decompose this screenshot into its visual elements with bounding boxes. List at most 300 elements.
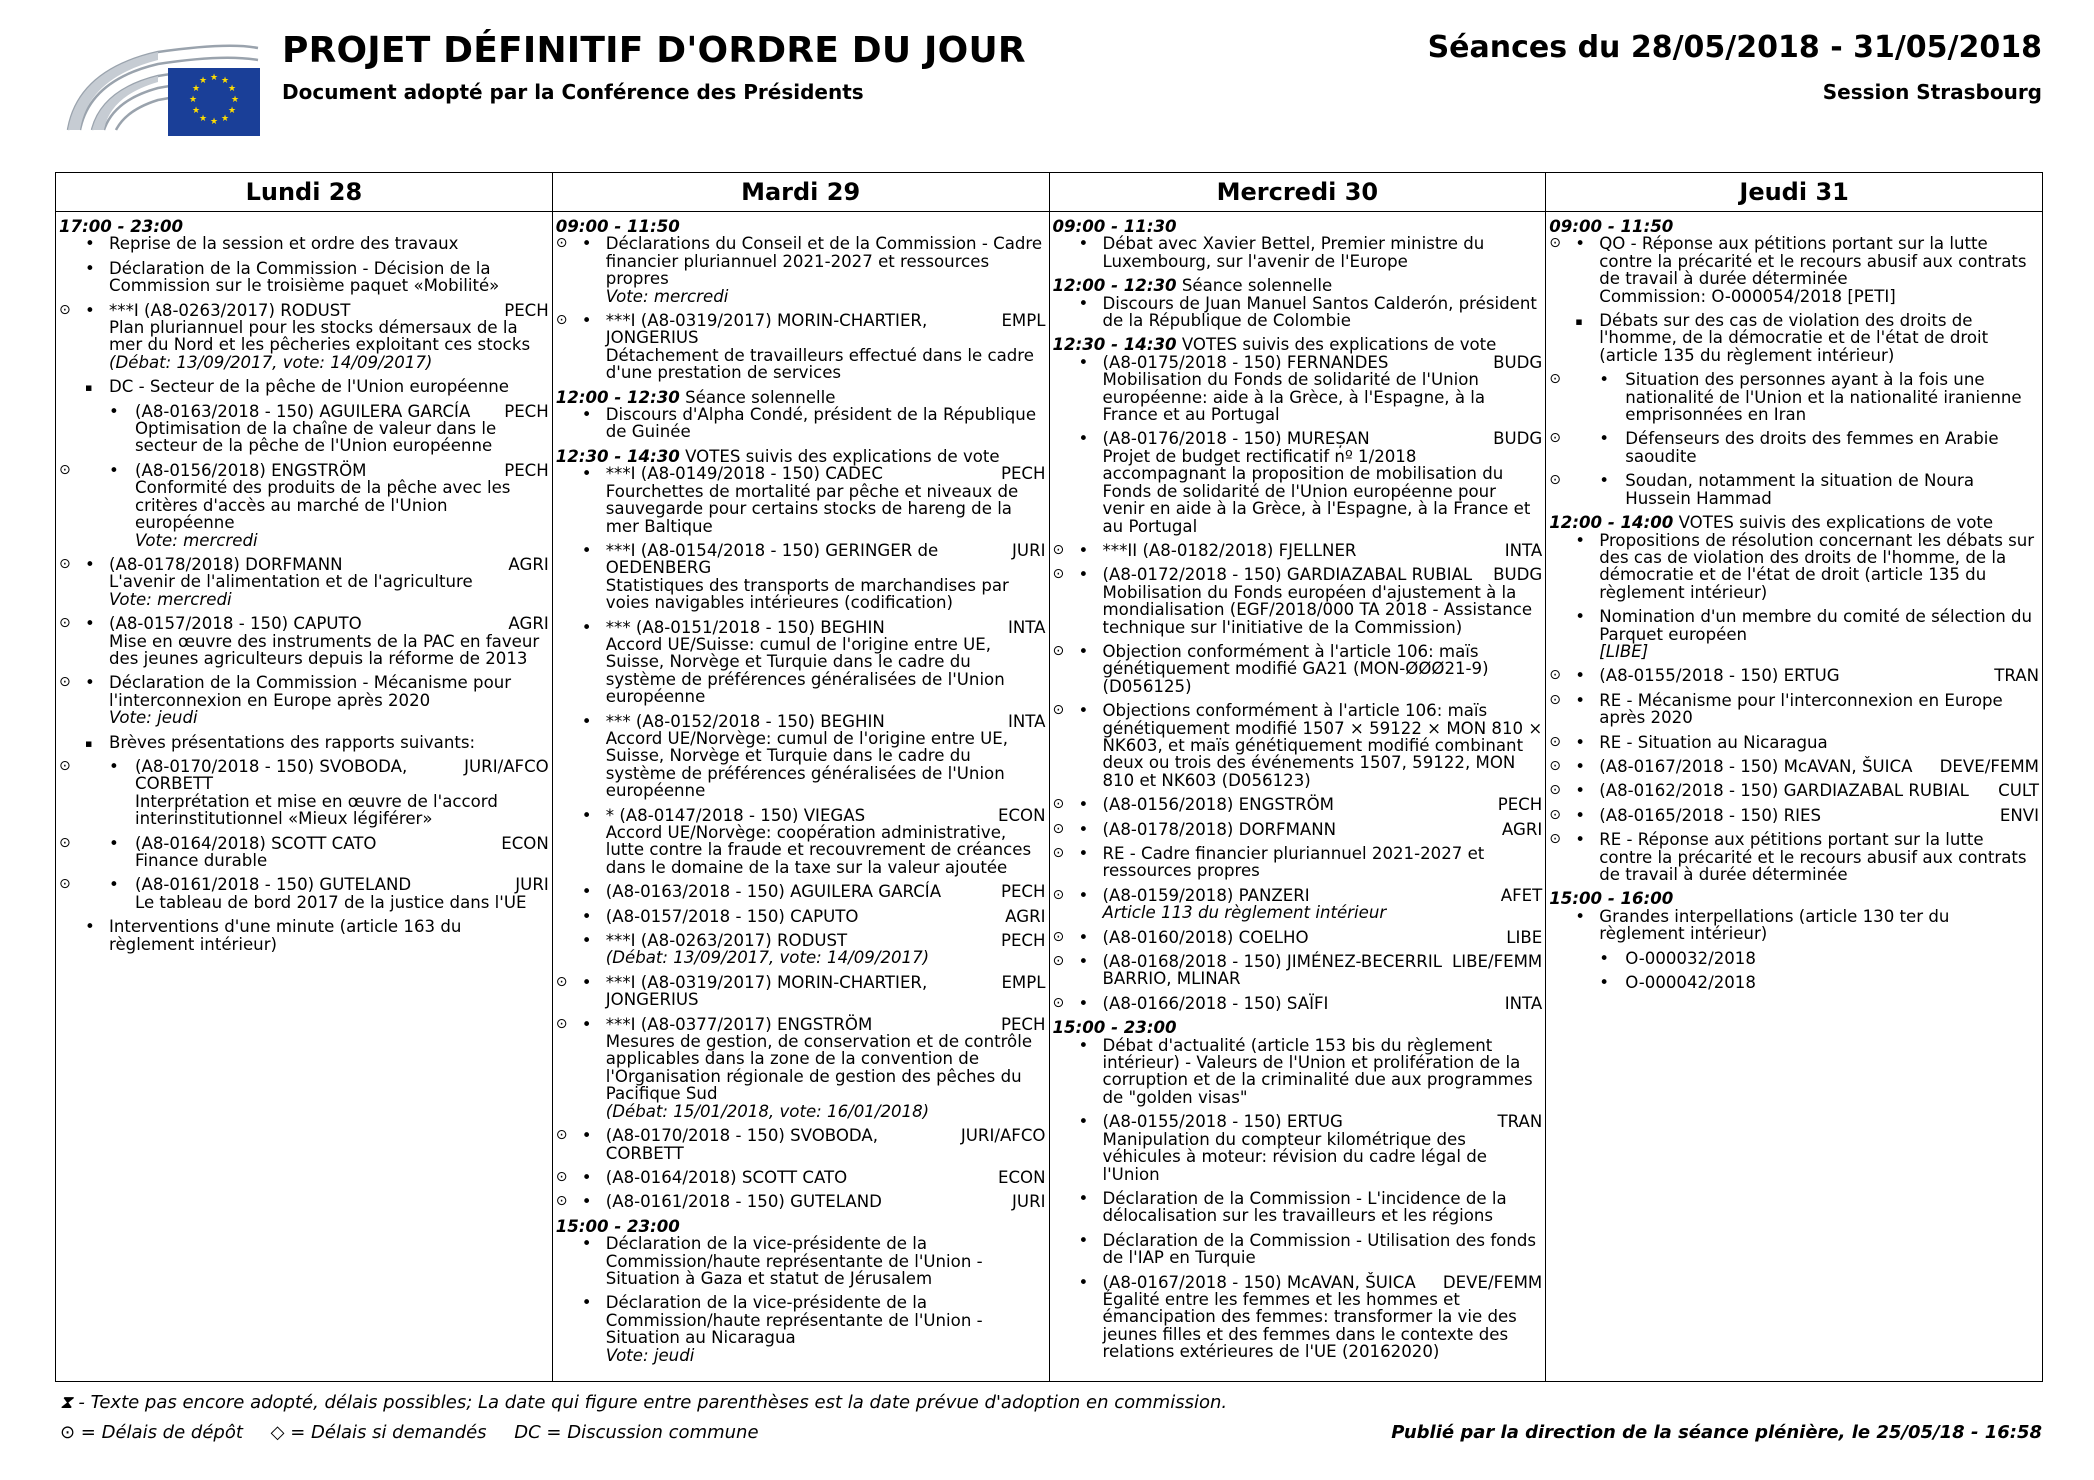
agenda-item[interactable] [1053, 796, 1543, 813]
bullet-icon: • [581, 931, 592, 951]
item-title-row [606, 312, 1046, 347]
bullet-icon: • [1078, 641, 1089, 661]
item-title-row [135, 835, 549, 852]
time-range: 09:00 - 11:30 [1052, 217, 1177, 236]
bullet-icon: • [1575, 530, 1586, 550]
bullet-icon: • [581, 234, 592, 254]
committee-code: INTA [1504, 540, 1543, 560]
deadline-icon: ⊙ [1052, 994, 1065, 1011]
agenda-item[interactable] [556, 1294, 1046, 1364]
time-slot [556, 448, 1046, 465]
item-description: Fourchettes de mortalité par pêche et niveaux de sauvegarde pour certains stocks de hareng de la mer Baltique [605, 481, 1019, 536]
agenda-item[interactable] [556, 713, 1046, 800]
agenda-item[interactable] [556, 406, 1046, 441]
item-title-row [606, 406, 1046, 441]
item-description: Plan pluriannuel pour les stocks démersaux de la mer du Nord et les pêcheries exploitant ces stocks [109, 318, 531, 355]
bullet-icon: • [1599, 429, 1610, 449]
committee-code: EMPL [1001, 972, 1046, 992]
time-range: 12:00 - 12:30 [1052, 276, 1177, 296]
bullet-icon: • [1575, 690, 1586, 710]
item-note: Vote: mercredi [605, 286, 729, 306]
item-title: ***I (A8-0263/2017) RODUST [605, 931, 848, 951]
item-title: Propositions de résolution concernant les débats sur des cas de violation des droits de l'homme, de la démocratie et de l'état de droit (article 135 du règlement intérieur) [1599, 530, 2035, 602]
agenda-item[interactable] [1549, 235, 2039, 305]
bullet-icon: • [581, 464, 592, 484]
item-description: Accord UE/Norvège: cumul de l'origine entre UE, Suisse, Norvège et Turquie dans le cadre du système de préférences généralisées de l'Union européenne [605, 728, 1008, 801]
agenda-item[interactable] [556, 807, 1046, 877]
committee-code: ENVI [1999, 805, 2039, 825]
agenda-item[interactable] [1053, 643, 1543, 695]
item-title-row [1625, 371, 2039, 423]
bullet-icon: • [1078, 1272, 1089, 1292]
agenda-item[interactable] [59, 556, 549, 608]
item-description: Statistiques des transports de marchandises par voies navigables intérieures (codification) [605, 575, 1009, 613]
agenda-item[interactable] [1053, 1232, 1543, 1267]
bullet-icon: • [581, 1234, 592, 1254]
item-title: (A8-0155/2018 - 150) ERTUG [1102, 1112, 1343, 1132]
item-title: (A8-0167/2018 - 150) McAVAN, ŠUICA [1599, 756, 1913, 776]
deadline-icon: ⊙ [1549, 757, 1561, 774]
deadline-icon: ⊙ [59, 834, 71, 851]
agenda-item[interactable] [1549, 667, 2039, 684]
bullet-icon: • [1599, 370, 1610, 390]
agenda-item[interactable] [59, 615, 549, 667]
committee-code: JURI [1012, 1192, 1046, 1212]
bullet-icon: • [85, 300, 95, 320]
bullet-icon: • [581, 1014, 592, 1034]
agenda-item[interactable] [556, 1169, 1046, 1186]
bullet-icon: • [85, 554, 95, 574]
agenda-item[interactable] [59, 734, 549, 751]
time-range: 12:30 - 14:30 [555, 446, 680, 466]
bullet-icon: • [581, 882, 592, 902]
agenda-item[interactable] [59, 918, 549, 953]
agenda-item[interactable] [59, 378, 549, 395]
item-description: Détachement de travailleurs effectué dans le cadre d'une prestation de services [605, 345, 1034, 383]
bullet-icon: • [1078, 819, 1089, 839]
time-slot [1053, 336, 1543, 353]
agenda-item[interactable] [556, 1016, 1046, 1120]
committee-code: DEVE/FEMM [1939, 756, 2039, 776]
svg-text:★: ★ [191, 84, 201, 94]
day-body [1546, 212, 2042, 998]
item-title-row [1103, 995, 1543, 1012]
item-title: (A8-0164/2018) SCOTT CATO [605, 1167, 848, 1187]
item-title-row [606, 1235, 1046, 1287]
item-title-row [1103, 1190, 1543, 1225]
item-title-row [1103, 235, 1543, 270]
item-title: Déclaration de la vice-présidente de la Commission/haute représentante de l'Union - Situation à Gaza et statut de Jérusalem [605, 1234, 983, 1288]
item-title: ***I (A8-0319/2017) MORIN-CHARTIER, JONGERIUS [605, 311, 928, 348]
bullet-icon: • [581, 1167, 592, 1187]
committee-code: AFET [1500, 885, 1543, 905]
agenda-item[interactable] [1053, 1190, 1543, 1225]
bullet-icon: • [1078, 565, 1089, 585]
item-title-row [1103, 796, 1543, 813]
agenda-item[interactable] [1549, 532, 2039, 602]
committee-code: AGRI [508, 614, 549, 634]
deadline-icon: ⊙ [1052, 642, 1065, 659]
bullet-icon: • [1575, 805, 1586, 825]
item-title-row [606, 1127, 1046, 1162]
deadline-icon: ⊙ [1052, 953, 1065, 970]
item-title: (A8-0176/2018 - 150) MUREȘAN [1102, 429, 1370, 449]
agenda-item[interactable] [556, 883, 1046, 900]
agenda-item[interactable] [1549, 831, 2039, 883]
footer-legend-pending: ⧗ - Texte pas encore adopté, délais possibles; La date qui figure entre parenthèses est la date prévue d'adoption en commission. [60, 1392, 1228, 1413]
deadline-icon: ⊙ [59, 555, 71, 572]
time-slot [556, 218, 1046, 235]
item-title-row [1599, 758, 2039, 775]
item-title: (A8-0161/2018 - 150) GUTELAND [605, 1192, 882, 1212]
item-description: Accord UE/Suisse: cumul de l'origine entre UE, Suisse, Norvège et Turquie dans le cadre du système de préférences généralisées de l'Union européenne [605, 634, 1005, 707]
item-title: (A8-0164/2018) SCOTT CATO [135, 833, 377, 853]
item-title: QO - Réponse aux pétitions portant sur la lutte contre la précarité et le recours abusif aux contrats de travail à durée déterminée [1599, 234, 2027, 289]
item-title-row [1625, 950, 2039, 967]
bullet-icon: • [1078, 927, 1089, 947]
item-title-row [1103, 821, 1543, 838]
item-title: Débat avec Xavier Bettel, Premier ministre du Luxembourg, sur l'avenir de l'Europe [1102, 234, 1485, 271]
agenda-item[interactable] [1053, 354, 1543, 424]
agenda-item[interactable] [1053, 1037, 1543, 1107]
agenda-item[interactable] [556, 1235, 1046, 1287]
bullet-icon: • [581, 972, 592, 992]
agenda-item[interactable] [1549, 371, 2039, 423]
agenda-item[interactable] [1549, 782, 2039, 799]
agenda-item[interactable] [556, 1127, 1046, 1162]
agenda-item[interactable] [1549, 758, 2039, 775]
item-title: Débat d'actualité (article 153 bis du règlement intérieur) - Valeurs de l'Union et prolifération de la corruption et de la criminalité due aux programmes de "golden visas" [1102, 1035, 1533, 1107]
agenda-item[interactable] [556, 542, 1046, 612]
item-note: (Débat: 13/09/2017, vote: 14/09/2017) [605, 948, 930, 968]
committee-code: AGRI [1005, 906, 1046, 926]
item-title-row [1103, 430, 1543, 447]
item-title-row [1103, 845, 1543, 880]
item-title-row [1103, 1037, 1543, 1107]
deadline-icon: ⊙ [555, 1168, 568, 1185]
committee-code: PECH [504, 460, 549, 480]
bullet-icon: • [581, 711, 592, 731]
committee-code: PECH [1000, 882, 1046, 902]
item-title-row [1599, 608, 2039, 643]
svg-text:★: ★ [220, 114, 230, 124]
committee-code: PECH [1497, 795, 1543, 815]
item-title-row [606, 807, 1046, 824]
bullet-icon: • [581, 1293, 592, 1313]
agenda-item[interactable] [556, 908, 1046, 925]
item-description: L'avenir de l'alimentation et de l'agriculture [109, 572, 473, 592]
bullet-icon: • [109, 875, 119, 895]
agenda-item[interactable] [59, 403, 549, 455]
deadline-icon: ⊙ [1052, 845, 1065, 861]
item-title-row [606, 619, 1046, 636]
agenda-item[interactable] [556, 974, 1046, 1009]
agenda-item[interactable] [556, 619, 1046, 706]
item-title-row [1625, 430, 2039, 465]
time-slot [1053, 1019, 1543, 1036]
time-range: 12:00 - 12:30 [555, 387, 680, 407]
item-title: ***I (A8-0319/2017) MORIN-CHARTIER, JONGERIUS [605, 972, 928, 1010]
item-title: (A8-0172/2018 - 150) GARDIAZABAL RUBIAL [1102, 565, 1473, 585]
time-slot [1549, 514, 2039, 531]
bullet-icon: • [1078, 1230, 1089, 1250]
agenda-item[interactable] [1053, 1113, 1543, 1183]
svg-text:★: ★ [198, 76, 208, 86]
item-title: RE - Mécanisme pour l'interconnexion en Europe après 2020 [1599, 690, 2003, 728]
item-title-row [109, 615, 549, 632]
committee-code: INTA [1007, 711, 1046, 731]
time-range: 15:00 - 16:00 [1549, 889, 1674, 909]
item-title: Objections conformément à l'article 106: maïs génétiquement modifié 1507 × 59122 × MON 810 × NK603, et maïs génétiquement modifié combinant deux ou trois des événements 1507, 59122, MON 810 et NK603 (D056123) [1102, 701, 1543, 790]
item-description: Égalité entre les femmes et les hommes et émancipation des femmes: transformer la vie des jeunes filles et des femmes dans le contexte des relations extérieures de l'UE (20162020) [1102, 1289, 1517, 1362]
agenda-item[interactable] [556, 465, 1046, 535]
deadline-icon: ⊙ [59, 615, 71, 632]
item-title: ***I (A8-0377/2017) ENGSTRÖM [605, 1014, 873, 1034]
item-title: Nomination d'un membre du comité de sélection du Parquet européen [1599, 607, 2033, 644]
committee-code: AGRI [508, 554, 549, 574]
agenda-item[interactable] [556, 1193, 1046, 1210]
agenda-item[interactable] [556, 312, 1046, 382]
item-title-row [606, 1193, 1046, 1210]
deadline-icon: ⊙ [1549, 371, 1561, 388]
agenda-item[interactable] [59, 235, 549, 252]
agenda-item[interactable] [1053, 295, 1543, 330]
bullet-icon: • [85, 614, 95, 634]
bullet-icon: • [581, 540, 592, 560]
item-title-row [1103, 953, 1543, 988]
item-note: Vote: mercredi [109, 589, 232, 609]
item-title: ***II (A8-0182/2018) FJELLNER [1102, 540, 1357, 560]
legend-joint-debate: DC = Discussion commune [514, 1422, 759, 1443]
agenda-item[interactable] [1549, 908, 2039, 943]
item-title-row [1103, 702, 1543, 789]
item-title-row [606, 465, 1046, 482]
legend-deadline: ⊙ = Délais de dépôt [60, 1422, 243, 1443]
time-range: 09:00 - 11:50 [555, 217, 680, 236]
item-title-row [1103, 354, 1543, 371]
item-title: (A8-0157/2018 - 150) CAPUTO [605, 906, 859, 926]
bullet-icon: • [1575, 781, 1586, 801]
svg-text:★: ★ [227, 106, 237, 116]
agenda-item[interactable] [556, 235, 1046, 305]
agenda-item[interactable] [1549, 430, 2039, 465]
agenda-item[interactable] [1549, 472, 2039, 507]
item-note: Vote: mercredi [135, 530, 258, 550]
item-title: (A8-0168/2018 - 150) JIMÉNEZ-BECERRIL BARRIO, MLINAR [1102, 952, 1442, 989]
item-title: Objection conformément à l'article 106: maïs génétiquement modifié GA21 (MON-ØØØ21-9) (D056125) [1102, 641, 1489, 696]
agenda-item[interactable] [1053, 566, 1543, 636]
bullet-icon: ▪ [1575, 315, 1583, 329]
item-title: Discours d'Alpha Condé, président de la République de Guinée [605, 405, 1037, 442]
deadline-icon: ⊙ [59, 674, 71, 691]
committee-code: TRAN [1497, 1112, 1543, 1132]
agenda-item[interactable] [1549, 807, 2039, 824]
item-title-row [606, 908, 1046, 925]
item-note: Article 113 du règlement intérieur [1102, 903, 1387, 923]
agenda-item[interactable] [59, 876, 549, 911]
day-column [553, 173, 1050, 1381]
item-title-row [1103, 1232, 1543, 1267]
agenda-item[interactable] [1053, 235, 1543, 270]
item-title: (A8-0163/2018 - 150) AGUILERA GARCÍA [135, 401, 471, 421]
agenda-item[interactable] [1549, 734, 2039, 751]
agenda-item[interactable] [1053, 430, 1543, 534]
time-slot [556, 389, 1046, 406]
deadline-icon: ⊙ [1052, 541, 1065, 558]
committee-code: LIBE/FEMM [1451, 952, 1543, 972]
agenda-item[interactable] [1549, 950, 2039, 967]
agenda-item[interactable] [59, 260, 549, 295]
time-range: 12:00 - 14:00 [1549, 513, 1674, 533]
day-body [553, 212, 1049, 1371]
item-title: (A8-0166/2018 - 150) SAÏFI [1102, 993, 1329, 1013]
slot-label: Séance solennelle [679, 387, 836, 407]
committee-code: JURI [515, 875, 549, 895]
deadline-icon: ⊙ [1549, 831, 1561, 848]
item-note: (Débat: 15/01/2018, vote: 16/01/2018) [605, 1101, 930, 1121]
item-title: (A8-0178/2018) DORFMANN [1102, 819, 1337, 839]
agenda-item[interactable] [1549, 692, 2039, 727]
item-note: Vote: jeudi [109, 708, 198, 728]
agenda-item[interactable] [1053, 542, 1543, 559]
item-title: * (A8-0147/2018 - 150) VIEGAS [605, 805, 866, 825]
bullet-icon: ▪ [85, 381, 93, 395]
item-title: DC - Secteur de la pêche de l'Union européenne [109, 377, 509, 397]
item-title: Débats sur des cas de violation des droits de l'homme, de la démocratie et de l'état de droit (article 135 du règlement intérieur) [1599, 311, 1989, 365]
agenda-item[interactable] [556, 932, 1046, 967]
agenda-item[interactable] [59, 674, 549, 726]
bullet-icon: • [581, 906, 592, 926]
committee-code: PECH [504, 300, 549, 320]
item-title: *** (A8-0152/2018 - 150) BEGHIN [605, 711, 885, 731]
item-title: Défenseurs des droits des femmes en Arabie saoudite [1625, 429, 1999, 466]
item-title-row [109, 378, 549, 395]
item-title-row [1599, 734, 2039, 751]
deadline-icon: ⊙ [1052, 886, 1065, 903]
item-description: Finance durable [135, 851, 268, 870]
committee-code: PECH [1000, 931, 1046, 951]
bullet-icon: • [1078, 701, 1089, 721]
item-title: (A8-0165/2018 - 150) RIES [1599, 805, 1822, 825]
time-slot [1549, 218, 2039, 235]
bullet-icon: • [85, 917, 95, 937]
deadline-icon: ⊙ [59, 461, 71, 478]
item-title-row [109, 302, 549, 319]
item-title: Grandes interpellations (article 130 ter du règlement intérieur) [1599, 906, 1950, 944]
item-title-row [135, 876, 549, 893]
agenda-item[interactable] [1053, 1274, 1543, 1361]
deadline-icon: ⊙ [555, 973, 568, 990]
agenda-grid [55, 172, 2043, 1382]
item-title: (A8-0162/2018 - 150) GARDIAZABAL RUBIAL [1599, 781, 1969, 801]
item-note: [LIBE] [1599, 641, 1649, 661]
deadline-icon: ⊙ [1052, 928, 1065, 945]
item-title-row [109, 235, 549, 252]
day-header: Lundi 28 [56, 173, 552, 212]
item-title-row [1599, 235, 2039, 287]
bullet-icon: • [581, 1192, 592, 1212]
item-title-row [1103, 1113, 1543, 1130]
bullet-icon: • [1078, 352, 1089, 372]
item-title: Interventions d'une minute (article 163 du règlement intérieur) [109, 917, 462, 954]
day-column [1546, 173, 2042, 1381]
item-title-row [606, 1294, 1046, 1346]
item-title: (A8-0163/2018 - 150) AGUILERA GARCÍA [605, 882, 942, 902]
item-title-row [1599, 532, 2039, 602]
item-title: RE - Cadre financier pluriannuel 2021-2027 et ressources propres [1102, 844, 1485, 881]
agenda-item[interactable] [59, 302, 549, 372]
deadline-icon: ⊙ [1549, 472, 1561, 489]
item-description: Projet de budget rectificatif nº 1/2018 accompagnant la proposition de mobilisation du Fonds de solidarité de l'Union européenne pour venir en aide à la Grèce, à l'Espagne, à la France et au Portugal [1102, 446, 1531, 536]
item-description: Mobilisation du Fonds européen d'ajustement à la mondialisation (EGF/2018/000 TA 2018 - Assistance technique sur l'initiative de la Commission) [1102, 582, 1533, 637]
page-title: PROJET DÉFINITIF D'ORDRE DU JOUR [282, 30, 1026, 71]
committee-code: ECON [997, 805, 1046, 825]
bullet-icon: • [1078, 952, 1089, 972]
deadline-icon: ⊙ [555, 312, 568, 329]
agenda-item[interactable] [1053, 887, 1543, 922]
deadline-icon: ⊙ [1549, 667, 1561, 684]
agenda-item[interactable] [1053, 821, 1543, 838]
committee-code: LIBE [1506, 927, 1543, 947]
item-title: (A8-0175/2018 - 150) FERNANDES [1102, 352, 1389, 372]
agenda-item[interactable] [1549, 312, 2039, 364]
agenda-item[interactable] [1053, 995, 1543, 1012]
agenda-item[interactable] [1549, 974, 2039, 991]
agenda-item[interactable] [1053, 702, 1543, 789]
item-title: Déclaration de la Commission - L'incidence de la délocalisation sur les travailleurs et les régions [1102, 1188, 1507, 1226]
item-title-row [135, 403, 549, 420]
bullet-icon: • [581, 617, 592, 637]
committee-code: EMPL [1001, 311, 1046, 331]
slot-label: VOTES suivis des explications de vote [1673, 513, 1994, 533]
item-title: Discours de Juan Manuel Santos Calderón, président de la République de Colombie [1102, 293, 1537, 331]
item-title-row [1599, 908, 2039, 943]
bullet-icon: • [581, 1126, 592, 1146]
agenda-item[interactable] [1053, 845, 1543, 880]
bullet-icon: • [109, 756, 119, 776]
item-note: (Débat: 13/09/2017, vote: 14/09/2017) [109, 352, 433, 372]
item-description: Accord UE/Norvège: coopération administrative, lutte contre la fraude et recouvrement de créances dans le domaine de la taxe sur la valeur ajoutée [605, 823, 1032, 877]
bullet-icon: • [1078, 993, 1089, 1013]
slot-label: Séance solennelle [1176, 276, 1333, 296]
day-column [1050, 173, 1547, 1381]
agenda-item[interactable] [1053, 953, 1543, 988]
slot-label: VOTES suivis des explications de vote [1176, 335, 1497, 355]
bullet-icon: • [1575, 607, 1586, 627]
agenda-item[interactable] [59, 835, 549, 870]
day-header: Mercredi 30 [1050, 173, 1546, 212]
agenda-item[interactable] [1053, 929, 1543, 946]
deadline-icon: ⊙ [555, 1015, 568, 1032]
item-title-row [1599, 692, 2039, 727]
item-title-row [1103, 929, 1543, 946]
deadline-icon: ⊙ [1549, 235, 1561, 252]
european-parliament-logo [58, 30, 262, 140]
svg-text:★: ★ [209, 117, 219, 127]
agenda-item[interactable] [1549, 608, 2039, 660]
item-title: Reprise de la session et ordre des travaux [109, 234, 459, 254]
agenda-item[interactable] [59, 758, 549, 828]
bullet-icon: • [581, 311, 592, 331]
committee-code: INTA [1007, 617, 1046, 637]
committee-code: BUDG [1493, 352, 1543, 372]
item-title-row [109, 260, 549, 295]
item-title-row [606, 932, 1046, 949]
item-title: RE - Situation au Nicaragua [1599, 732, 1828, 752]
time-slot [1549, 890, 2039, 907]
item-title: Déclaration de la Commission - Utilisation des fonds de l'IAP en Turquie [1102, 1230, 1537, 1268]
agenda-item[interactable] [59, 462, 549, 549]
